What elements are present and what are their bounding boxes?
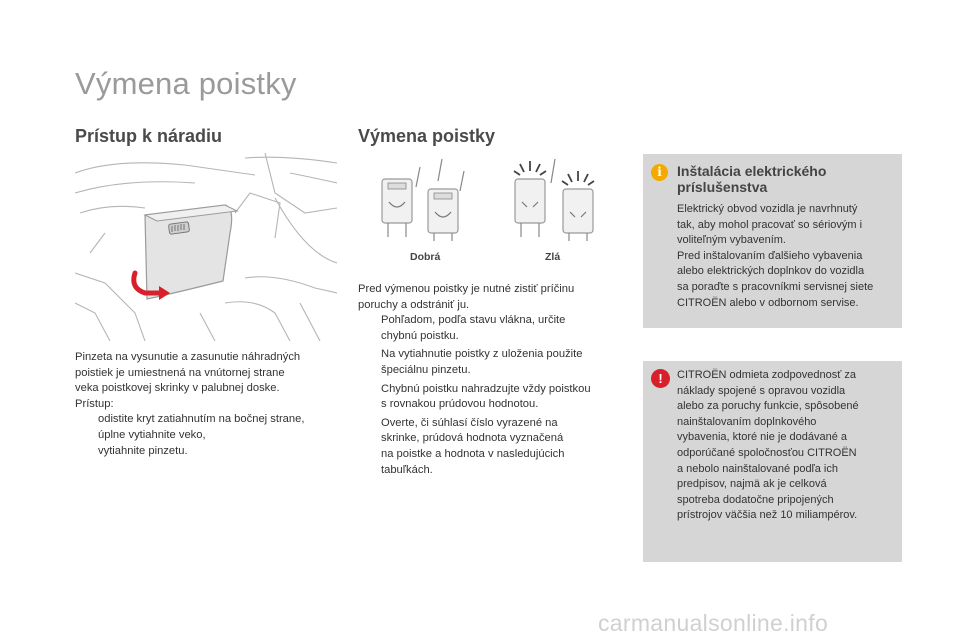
bullet-item: Chybnú poistku nahradzujte vždy poistkou s rovnakou prúdovou hodnotou. (381, 382, 591, 411)
section-heading-fuse-replacement: Výmena poistky (358, 126, 496, 146)
section-heading-tool-access: Prístup k náradiu (75, 126, 223, 146)
glovebox-illustration (75, 153, 337, 341)
text-line: poistiek je umiestnená na vnútornej strane (75, 366, 285, 379)
text-line: veka poistkovej skrinky v palubnej doske. (75, 382, 280, 395)
info-box (643, 154, 902, 328)
text-line: Prístup: (75, 397, 114, 410)
bullet-item: odistite kryt zatiahnutím na bočnej strane, (98, 413, 305, 426)
good-fuse-illustration (372, 157, 482, 242)
text-line: poruchy a odstrániť ju. (358, 298, 470, 311)
bullet-item: Overte, či súhlasí číslo vyrazené na skrinke, prúdová hodnota vyznačená na poistke a hodnota v nasledujúcich tabuľkách. (381, 416, 565, 476)
info-box-text: Elektrický obvod vozidla je navrhnutý tak, aby mohol pracovať so sériovým i voliteľným vybavením. Pred inštalovaním ďalšieho vybavenia alebo elektrických doplnkov do vozidla sa poraďte s pracovníkmi servisnej siete CITROËN alebo v odbornom servise. (677, 203, 874, 309)
fuse-replacement-text (358, 282, 633, 478)
info-box-title: Inštalácia elektrického príslušenstva (677, 163, 827, 195)
label-good-fuse: Dobrá (410, 251, 441, 263)
text-line: Pinzeta na vysunutie a zasunutie náhradných (75, 351, 301, 363)
warning-icon: ! (651, 369, 670, 388)
watermark: carmanualsonline.info (598, 610, 829, 636)
label-blown-fuse: Zlá (545, 251, 561, 263)
warning-box (643, 361, 902, 562)
bullet-item: Na vytiahnutie poistky z uloženia použite špeciálnu pinzetu. (381, 348, 583, 376)
page-title: Výmena poistky (75, 66, 297, 101)
tool-access-text (75, 350, 345, 459)
bullet-item: Pohľadom, podľa stavu vlákna, určite chybnú poistku. (381, 314, 566, 342)
blown-fuse-illustration (505, 157, 615, 242)
bullet-item: úplne vytiahnite veko, (98, 428, 206, 441)
bullet-item: vytiahnite pinzetu. (98, 444, 188, 457)
warning-box-text: CITROËN odmieta zodpovednosť za náklady spojené s opravou vozidla alebo za poruchy funkcie, spôsobené nainštalovaním doplnkového vybavenia, ktoré nie je dodávané a odporúčané spoločnosťou CITROËN a nebolo nainštalované podľa ich predpisov, najmä ak je celková spotreba dodatočne pripojených prístrojov väčšia než 10 miliampérov. (677, 369, 859, 522)
info-icon: i (651, 164, 668, 181)
text-line: Pred výmenou poistky je nutné zistiť príčinu (358, 283, 575, 295)
